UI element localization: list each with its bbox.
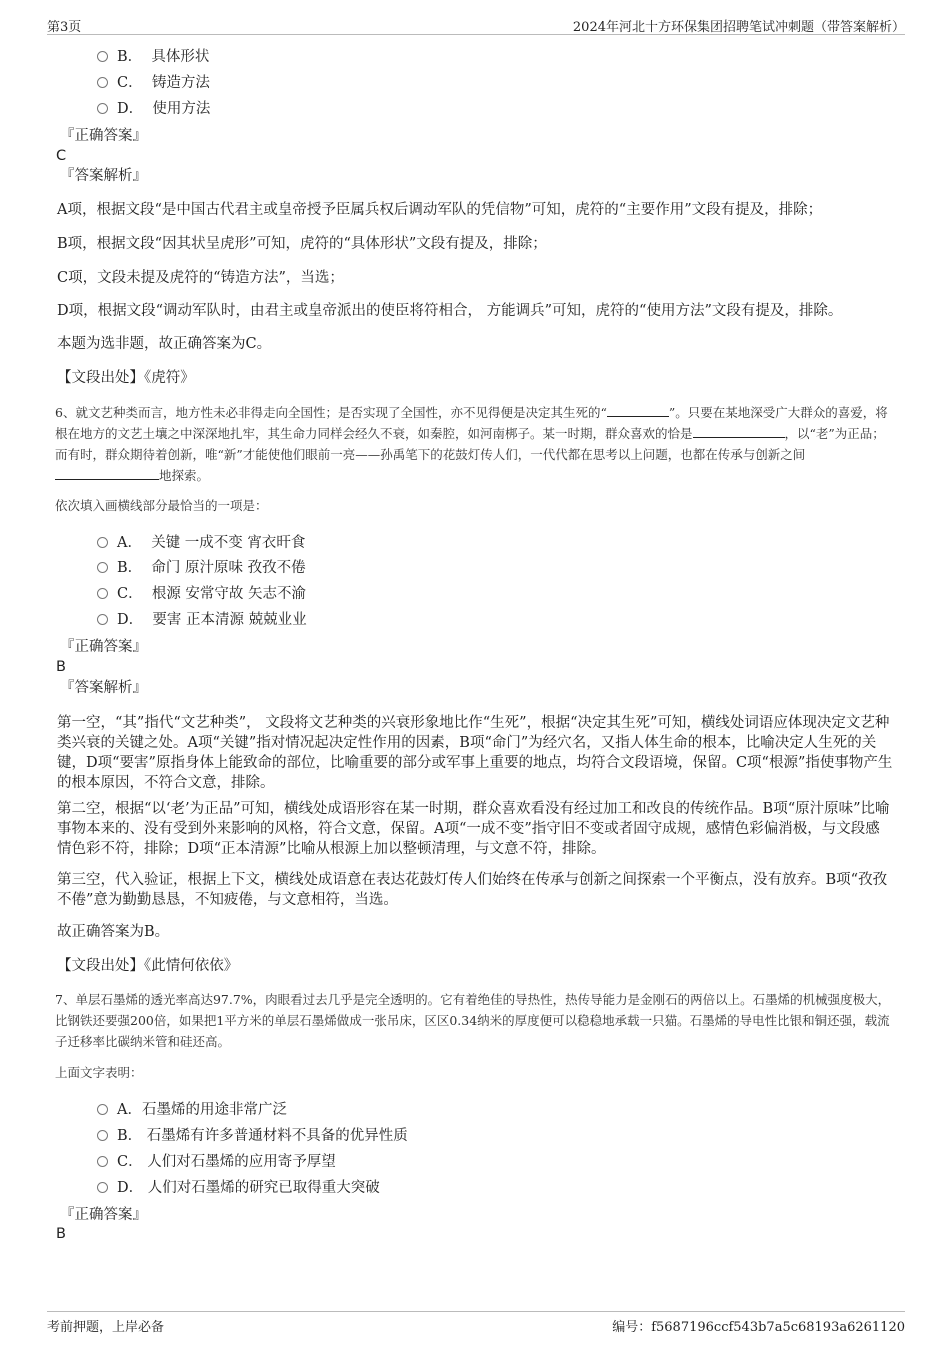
q7-option-a[interactable]: A．石墨烯的用途非常广泛 <box>97 1100 287 1120</box>
blank-2 <box>693 423 785 438</box>
page-number: 第3页 <box>47 20 82 35</box>
radio-icon[interactable] <box>97 103 108 114</box>
q6-answer: B <box>56 659 66 675</box>
q5-option-c[interactable]: C． 铸造方法 <box>97 73 210 93</box>
q6-stem: 6、就文艺种类而言，地方性未必非得走向全国性；是否实现了全国性，亦不见得便是决定其生死的“ ”。只要在某地深受广大群众的喜爱，将根在地方的文艺土壤之中深深地扎牢，其生命力同样会经久不衰，如秦腔，如河南梆子。某一时期，群众喜欢的恰是 ，以“老”为正品；而有时，群众期待着创新，唯“新”才能使他们眼前一亮——孙禹笔下的花鼓灯传人们，一代代都在思考以上问题，也都在传承与创新之间地探索。 <box>55 402 895 486</box>
q6-option-a[interactable]: A． 关键 一成不变 宵衣旰食 <box>97 533 305 553</box>
radio-icon[interactable] <box>97 1156 108 1167</box>
q5-analysis-c: C项，文段未提及虎符的“铸造方法”，当选； <box>57 270 344 286</box>
page-header <box>47 14 905 35</box>
q6-analysis-3: 第三空，代入验证，根据上下文，横线处成语意在表达花鼓灯传人们始终在传承与创新之间探索一个平衡点，没有放弃。B项“孜孜不倦”意为勤勤恳恳，不知疲倦，与文意相符，当选。 <box>57 872 888 908</box>
q6-prompt: 依次填入画横线部分最恰当的一项是： <box>55 498 268 513</box>
radio-icon[interactable] <box>97 537 108 548</box>
q7-option-c[interactable]: C． 人们对石墨烯的应用寄予厚望 <box>97 1152 336 1172</box>
q5-option-b[interactable]: B． 具体形状 <box>97 47 209 67</box>
q5-option-d[interactable]: D． 使用方法 <box>97 99 210 119</box>
radio-icon[interactable] <box>97 77 108 88</box>
footer-serial: 编号：f5687196ccf543b7a5c68193a6261120 <box>612 1320 905 1335</box>
radio-icon[interactable] <box>97 1130 108 1141</box>
q5-answer: C <box>56 148 67 164</box>
radio-icon[interactable] <box>97 614 108 625</box>
radio-icon[interactable] <box>97 1104 108 1115</box>
q5-analysis-label: 『答案解析』 <box>60 168 147 184</box>
blank-1 <box>607 402 669 417</box>
q5-source: 【文段出处】《虎符》 <box>57 370 195 386</box>
q6-option-d[interactable]: D． 要害 正本清源 兢兢业业 <box>97 610 307 630</box>
q6-analysis-1: 第一空，“其”指代“文艺种类”， 文段将文艺种类的兴衰形象地比作“生死”，根据“决定其生死”可知，横线处词语应体现决定文艺种类兴衰的关键之处。A项“关键”指对情况起决定性作用的因素，B项“命门”为经穴名，又指人体生命的根本，比喻决定人生死的关键，D项“要害”原指身体上能致命的部位，比喻重要的部分或军事上重要的地点，均符合文段语境，保留。C项“根源”指使事物产生的根本原因，不符合文意，排除。 <box>57 715 893 791</box>
radio-icon[interactable] <box>97 51 108 62</box>
document-title: 2024年河北十方环保集团招聘笔试冲刺题（带答案解析） <box>572 20 905 35</box>
q7-option-d[interactable]: D． 人们对石墨烯的研究已取得重大突破 <box>97 1178 380 1198</box>
q5-conclusion: 本题为选非题，故正确答案为C。 <box>57 336 272 352</box>
q7-answer-label: 『正确答案』 <box>60 1207 147 1223</box>
q7-option-b[interactable]: B． 石墨烯有许多普通材料不具备的优异性质 <box>97 1126 408 1146</box>
q5-analysis-b: B项，根据文段“因其状呈虎形”可知，虎符的“具体形状”文段有提及，排除； <box>57 236 547 252</box>
radio-icon[interactable] <box>97 1182 108 1193</box>
q7-prompt: 上面文字表明： <box>55 1065 143 1080</box>
q6-analysis-label: 『答案解析』 <box>60 680 147 696</box>
radio-icon[interactable] <box>97 588 108 599</box>
q6-option-b[interactable]: B． 命门 原汁原味 孜孜不倦 <box>97 558 306 578</box>
q6-option-c[interactable]: C． 根源 安常守故 矢志不渝 <box>97 584 306 604</box>
footer-slogan: 考前押题，上岸必备 <box>47 1320 165 1335</box>
q7-answer: B <box>56 1226 66 1242</box>
q5-analysis-a: A项，根据文段“是中国古代君主或皇帝授予臣属兵权后调动军队的凭信物”可知，虎符的“主要作用”文段有提及，排除； <box>57 202 823 218</box>
q6-analysis-2: 第二空，根据“以‘老’为正品”可知，横线处成语形容在某一时期，群众喜欢看没有经过加工和改良的传统作品。B项“原汁原味”比喻事物本来的、没有受到外来影响的风格，符合文意，保留。A项“一成不变”指守旧不变或者固守成规，感情色彩偏消极，与文段感情色彩不符，排除；D项“正本清源”比喻从根源上加以整顿清理，与文意不符，排除。 <box>57 801 890 857</box>
q6-conclusion: 故正确答案为B。 <box>57 924 170 940</box>
q7-stem: 7、单层石墨烯的透光率高达97.7%，肉眼看过去几乎是完全透明的。它有着绝佳的导热性，热传导能力是金刚石的两倍以上。石墨烯的机械强度极大，比钢铁还要强200倍，如果把1平方米的单层石墨烯做成一张吊床，区区0.34纳米的厚度便可以稳稳地承载一只猫。石墨烯的导电性比银和铜还强，载流子迁移率比碳纳米管和硅还高。 <box>55 992 891 1049</box>
q6-source: 【文段出处】《此情何依依》 <box>57 958 239 974</box>
q5-answer-label: 『正确答案』 <box>60 128 147 144</box>
radio-icon[interactable] <box>97 562 108 573</box>
q5-analysis-d: D项，根据文段“调动军队时，由君主或皇帝派出的使臣将符相合， 方能调兵”可知，虎符的“使用方法”文段有提及，排除。 <box>57 303 843 319</box>
q6-answer-label: 『正确答案』 <box>60 639 147 655</box>
page-footer <box>47 1311 905 1334</box>
blank-3 <box>55 465 159 480</box>
